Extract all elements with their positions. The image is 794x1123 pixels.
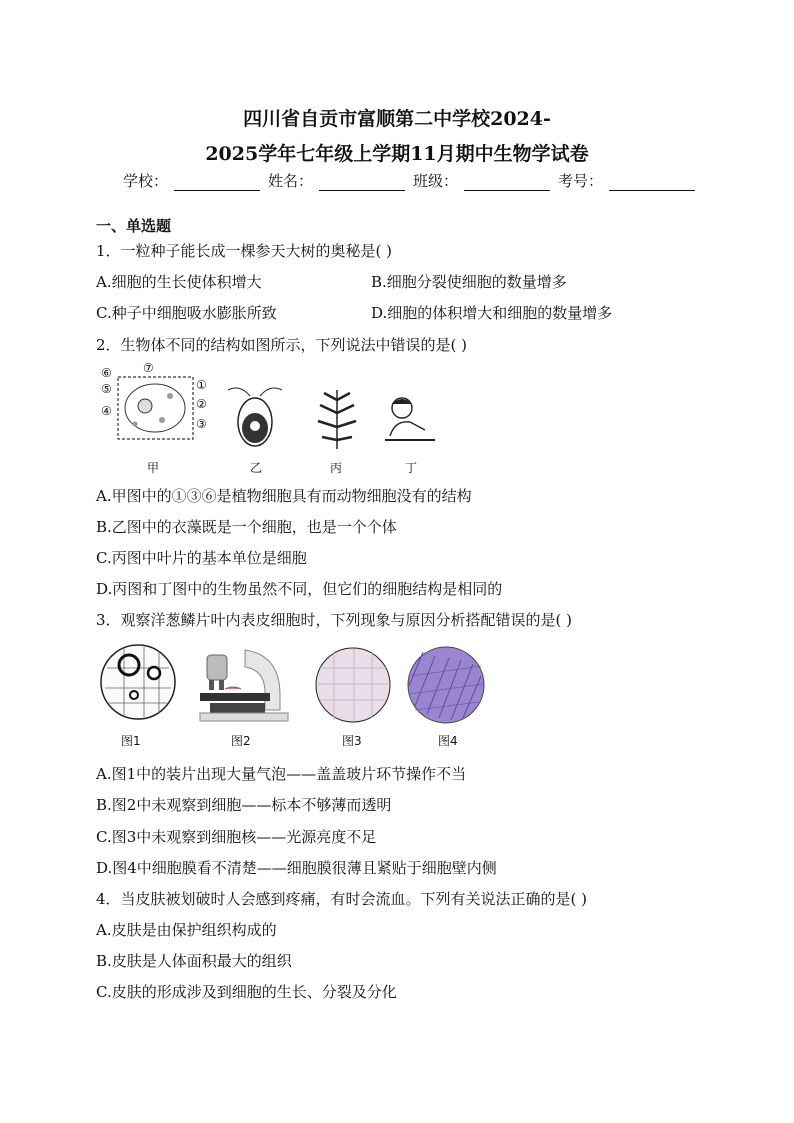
- q4-option-c: C.皮肤的形成涉及到细胞的生长、分裂及分化: [96, 983, 397, 1001]
- cell-label-7: ⑦: [143, 361, 154, 375]
- fig-label-2: 图2: [231, 734, 251, 748]
- title-line1: 四川省自贡市富顺第二中学校2024-: [243, 108, 551, 130]
- q3-option-b: B.图2中未观察到细胞——标本不够薄而透明: [96, 796, 392, 814]
- q2-option-c: C.丙图中叶片的基本单位是细胞: [96, 549, 307, 567]
- q2-stem: 2．生物体不同的结构如图所示，下列说法中错误的是( ): [96, 336, 468, 354]
- q2-option-a: A.甲图中的①③⑥是植物细胞具有而动物细胞没有的结构: [96, 487, 472, 505]
- class-label: 班级：: [413, 172, 459, 190]
- school-blank[interactable]: [174, 170, 260, 191]
- q3-option-d: D.图4中细胞膜看不清楚——细胞膜很薄且紧贴于细胞壁内侧: [96, 859, 497, 877]
- plant-diagram: [312, 385, 362, 450]
- section-heading: 一、单选题: [96, 217, 172, 235]
- title-line2: 2025学年七年级上学期11月期中生物学试卷: [205, 143, 589, 165]
- fig-label-jia: 甲: [147, 461, 160, 475]
- q3-option-a: A.图1中的装片出现大量气泡——盖盖玻片环节操作不当: [96, 765, 467, 783]
- q1-stem: 1．一粒种子能长成一棵参天大树的奥秘是( ): [96, 242, 393, 260]
- bubbles-micrograph: [99, 643, 177, 721]
- fig-label-ding: 丁: [405, 461, 418, 475]
- microscope-image: [195, 645, 290, 723]
- fig-label-bing: 丙: [330, 461, 343, 475]
- dim-micrograph: [314, 646, 392, 724]
- name-label: 姓名：: [268, 172, 314, 190]
- q4-option-b: B.皮肤是人体面积最大的组织: [96, 952, 292, 970]
- chlamydomonas-diagram: [220, 382, 290, 452]
- q4-stem: 4．当皮肤被划破时人会感到疼痛，有时会流血。下列有关说法正确的是( ): [96, 890, 588, 908]
- q3-stem: 3．观察洋葱鳞片叶内表皮细胞时，下列现象与原因分析搭配错误的是( ): [96, 611, 573, 629]
- q3-option-c: C.图3中未观察到细胞核——光源亮度不足: [96, 828, 377, 846]
- cell-label-2: ②: [196, 397, 207, 411]
- q1-option-a: A.细胞的生长使体积增大: [96, 273, 262, 291]
- fig-label-3: 图3: [342, 734, 362, 748]
- stained-micrograph: [405, 646, 487, 724]
- class-blank[interactable]: [464, 170, 550, 191]
- q2-option-d: D.丙图和丁图中的生物虽然不同，但它们的细胞结构是相同的: [96, 580, 503, 598]
- fig-label-yi: 乙: [250, 461, 263, 475]
- school-label: 学校：: [123, 172, 169, 190]
- cell-label-6: ⑥: [101, 366, 112, 380]
- person-diagram: [380, 392, 440, 447]
- q4-option-a: A.皮肤是由保护组织构成的: [96, 921, 277, 939]
- student-info-row: [123, 170, 697, 191]
- fig-label-4: 图4: [438, 734, 458, 748]
- exam-no-blank[interactable]: [609, 170, 695, 191]
- fig-label-1: 图1: [121, 734, 141, 748]
- name-blank[interactable]: [319, 170, 405, 191]
- exam-no-label: 考号：: [558, 172, 604, 190]
- cell-label-5: ⑤: [101, 382, 112, 396]
- q2-option-b: B.乙图中的衣藻既是一个细胞，也是一个个体: [96, 518, 397, 536]
- cell-label-3: ③: [196, 417, 207, 431]
- cell-label-1: ①: [196, 378, 207, 392]
- q1-option-c: C.种子中细胞吸水膨胀所致: [96, 304, 277, 322]
- q1-option-b: B.细胞分裂使细胞的数量增多: [371, 273, 567, 291]
- q1-option-d: D.细胞的体积增大和细胞的数量增多: [371, 304, 613, 322]
- cell-label-4: ④: [101, 404, 112, 418]
